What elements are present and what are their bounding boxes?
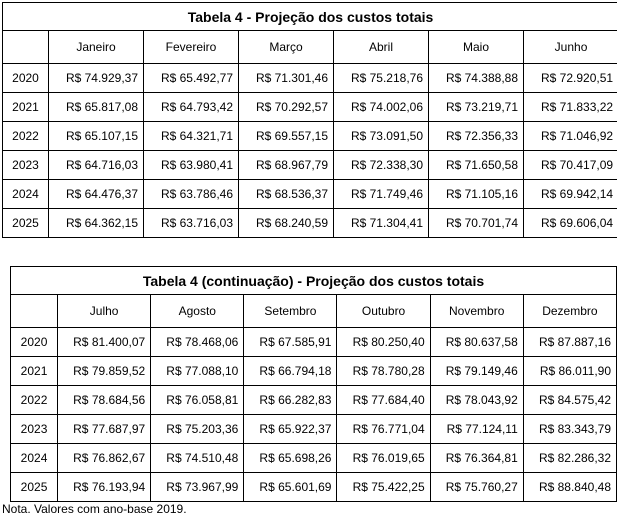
value-cell: R$ 68.240,59 xyxy=(239,209,334,238)
value-cell: R$ 73.219,71 xyxy=(429,93,524,122)
value-cell: R$ 65.492,77 xyxy=(144,64,239,93)
value-cell: R$ 65.601,69 xyxy=(244,473,337,502)
value-cell: R$ 77.124,11 xyxy=(430,415,523,444)
value-cell: R$ 75.760,27 xyxy=(430,473,523,502)
column-header: Novembro xyxy=(430,295,523,328)
column-header: Setembro xyxy=(244,295,337,328)
column-header: Junho xyxy=(524,31,617,64)
value-cell: R$ 71.833,22 xyxy=(524,93,617,122)
header-corner xyxy=(3,31,49,64)
value-cell: R$ 71.304,41 xyxy=(334,209,429,238)
value-cell: R$ 70.701,74 xyxy=(429,209,524,238)
value-cell: R$ 86.011,90 xyxy=(523,357,616,386)
table-row xyxy=(11,328,617,357)
value-cell: R$ 79.859,52 xyxy=(58,357,151,386)
year-cell: 2022 xyxy=(11,386,58,415)
header-corner xyxy=(11,295,58,328)
table-row xyxy=(3,180,617,209)
value-cell: R$ 65.922,37 xyxy=(244,415,337,444)
table-row xyxy=(11,386,617,415)
value-cell: R$ 71.105,16 xyxy=(429,180,524,209)
value-cell: R$ 64.793,42 xyxy=(144,93,239,122)
column-header: Agosto xyxy=(151,295,244,328)
table-row xyxy=(3,122,617,151)
value-cell: R$ 68.967,79 xyxy=(239,151,334,180)
value-cell: R$ 82.286,32 xyxy=(523,444,616,473)
value-cell: R$ 78.043,92 xyxy=(430,386,523,415)
value-cell: R$ 73.091,50 xyxy=(334,122,429,151)
year-cell: 2023 xyxy=(11,415,58,444)
value-cell: R$ 72.920,51 xyxy=(524,64,617,93)
table-row xyxy=(11,415,617,444)
year-cell: 2020 xyxy=(11,328,58,357)
value-cell: R$ 64.321,71 xyxy=(144,122,239,151)
value-cell: R$ 77.687,97 xyxy=(58,415,151,444)
value-cell: R$ 65.698,26 xyxy=(244,444,337,473)
value-cell: R$ 70.292,57 xyxy=(239,93,334,122)
column-header: Fevereiro xyxy=(144,31,239,64)
year-cell: 2025 xyxy=(11,473,58,502)
table-row xyxy=(3,209,617,238)
value-cell: R$ 68.536,37 xyxy=(239,180,334,209)
table-note: Nota. Valores com ano-base 2019. xyxy=(2,502,187,516)
value-cell: R$ 69.606,04 xyxy=(524,209,617,238)
value-cell: R$ 74.002,06 xyxy=(334,93,429,122)
value-cell: R$ 78.684,56 xyxy=(58,386,151,415)
value-cell: R$ 83.343,79 xyxy=(523,415,616,444)
value-cell: R$ 75.203,36 xyxy=(151,415,244,444)
value-cell: R$ 76.771,04 xyxy=(337,415,430,444)
year-cell: 2022 xyxy=(3,122,49,151)
year-cell: 2023 xyxy=(3,151,49,180)
year-cell: 2024 xyxy=(3,180,49,209)
value-cell: R$ 71.650,58 xyxy=(429,151,524,180)
value-cell: R$ 80.250,40 xyxy=(337,328,430,357)
value-cell: R$ 78.780,28 xyxy=(337,357,430,386)
table-row xyxy=(3,151,617,180)
value-cell: R$ 65.817,08 xyxy=(49,93,144,122)
value-cell: R$ 70.417,09 xyxy=(524,151,617,180)
column-header: Março xyxy=(239,31,334,64)
value-cell: R$ 76.019,65 xyxy=(337,444,430,473)
value-cell: R$ 71.301,46 xyxy=(239,64,334,93)
value-cell: R$ 65.107,15 xyxy=(49,122,144,151)
value-cell: R$ 69.942,14 xyxy=(524,180,617,209)
column-header: Dezembro xyxy=(523,295,616,328)
costs-table-jan-jun xyxy=(2,2,617,238)
table-row xyxy=(3,64,617,93)
value-cell: R$ 74.510,48 xyxy=(151,444,244,473)
table-title: Tabela 4 (continuação) - Projeção dos custos totais xyxy=(11,267,617,295)
value-cell: R$ 73.967,99 xyxy=(151,473,244,502)
value-cell: R$ 74.388,88 xyxy=(429,64,524,93)
value-cell: R$ 64.716,03 xyxy=(49,151,144,180)
year-cell: 2025 xyxy=(3,209,49,238)
value-cell: R$ 84.575,42 xyxy=(523,386,616,415)
value-cell: R$ 66.794,18 xyxy=(244,357,337,386)
value-cell: R$ 64.362,15 xyxy=(49,209,144,238)
value-cell: R$ 80.637,58 xyxy=(430,328,523,357)
year-cell: 2021 xyxy=(3,93,49,122)
value-cell: R$ 63.786,46 xyxy=(144,180,239,209)
value-cell: R$ 74.929,37 xyxy=(49,64,144,93)
value-cell: R$ 77.684,40 xyxy=(337,386,430,415)
value-cell: R$ 71.046,92 xyxy=(524,122,617,151)
value-cell: R$ 63.716,03 xyxy=(144,209,239,238)
year-cell: 2021 xyxy=(11,357,58,386)
table-row xyxy=(11,357,617,386)
value-cell: R$ 69.557,15 xyxy=(239,122,334,151)
value-cell: R$ 72.356,33 xyxy=(429,122,524,151)
value-cell: R$ 76.862,67 xyxy=(58,444,151,473)
value-cell: R$ 78.468,06 xyxy=(151,328,244,357)
costs-table-jul-dec xyxy=(10,266,617,502)
column-header: Janeiro xyxy=(49,31,144,64)
value-cell: R$ 87.887,16 xyxy=(523,328,616,357)
column-header: Maio xyxy=(429,31,524,64)
value-cell: R$ 64.476,37 xyxy=(49,180,144,209)
value-cell: R$ 77.088,10 xyxy=(151,357,244,386)
column-header: Julho xyxy=(58,295,151,328)
value-cell: R$ 75.422,25 xyxy=(337,473,430,502)
table-row xyxy=(3,93,617,122)
value-cell: R$ 66.282,83 xyxy=(244,386,337,415)
table-row xyxy=(11,473,617,502)
value-cell: R$ 72.338,30 xyxy=(334,151,429,180)
table-row xyxy=(11,444,617,473)
value-cell: R$ 67.585,91 xyxy=(244,328,337,357)
value-cell: R$ 76.364,81 xyxy=(430,444,523,473)
value-cell: R$ 81.400,07 xyxy=(58,328,151,357)
year-cell: 2024 xyxy=(11,444,58,473)
value-cell: R$ 88.840,48 xyxy=(523,473,616,502)
column-header: Outubro xyxy=(337,295,430,328)
value-cell: R$ 79.149,46 xyxy=(430,357,523,386)
value-cell: R$ 63.980,41 xyxy=(144,151,239,180)
value-cell: R$ 71.749,46 xyxy=(334,180,429,209)
column-header: Abril xyxy=(334,31,429,64)
value-cell: R$ 75.218,76 xyxy=(334,64,429,93)
value-cell: R$ 76.193,94 xyxy=(58,473,151,502)
value-cell: R$ 76.058,81 xyxy=(151,386,244,415)
table-title: Tabela 4 - Projeção dos custos totais xyxy=(3,3,617,31)
year-cell: 2020 xyxy=(3,64,49,93)
